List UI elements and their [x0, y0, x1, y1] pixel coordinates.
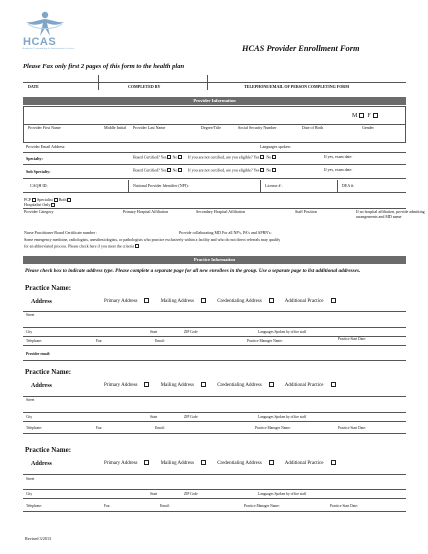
eligible-yes-checkbox[interactable]: [260, 155, 264, 159]
state-label: State: [150, 492, 158, 496]
credentialing-address-checkbox[interactable]: [269, 460, 274, 465]
address-type-options: [104, 382, 346, 389]
both-label: Both: [58, 197, 67, 202]
telephone-label: Telephone:: [26, 504, 42, 508]
specialty-label: Specialty:: [26, 156, 43, 161]
email-label: Email:: [155, 339, 165, 343]
abbreviated-criteria-checkbox[interactable]: [135, 244, 139, 248]
practice-information-bar: Practice Information: [23, 256, 406, 264]
telephone-rule: [23, 345, 406, 346]
logo-figure-icon: [22, 8, 68, 38]
ids-divider: [337, 180, 338, 192]
credentialing-address-checkbox[interactable]: [269, 382, 274, 387]
sub-specialty-exam-date-label: If yes, exam date:: [324, 167, 353, 172]
sub-eligible-no-label: No: [266, 167, 272, 173]
hospitalist-label: Hospitalist Only: [24, 202, 51, 207]
additional-practice-label: Additional Practice: [284, 299, 324, 304]
primary-address-label: Primary Address: [104, 299, 138, 304]
gender-options: [352, 113, 378, 120]
credentialing-address-checkbox[interactable]: [269, 298, 274, 303]
state-label: State: [150, 330, 158, 334]
street-rule-top: [23, 474, 406, 475]
city-rule: [23, 498, 406, 499]
provider-information-bar: Provider Information: [23, 97, 406, 105]
mailing-address-label: Mailing Address: [160, 383, 194, 388]
street-rule: [23, 327, 406, 328]
additional-practice-checkbox[interactable]: [331, 298, 336, 303]
address-label: Address: [31, 383, 52, 389]
city-label: City: [26, 330, 33, 334]
zip-label: ZIP Code: [184, 330, 198, 334]
street-rule-top: [23, 311, 406, 312]
board-certified-no-checkbox[interactable]: [178, 155, 182, 159]
city-label: City: [26, 415, 33, 419]
city-rule: [23, 421, 406, 422]
logo-text: HCAS: [23, 36, 57, 48]
caqh-id-label: CAQH ID:: [30, 183, 48, 188]
address-type-options: [104, 460, 346, 467]
eligible-yes-label: If you are not certified, are you eligible? Yes: [188, 154, 260, 160]
fax-label: Fax:: [96, 426, 103, 430]
additional-practice-checkbox[interactable]: [331, 382, 336, 387]
address-label: Address: [31, 461, 52, 467]
revision-date: Revised 3/2013: [25, 536, 52, 541]
practice-name-label: Practice Name:: [25, 368, 72, 376]
sub-specialty-eligible: [188, 168, 276, 173]
abbreviated-criteria-label: for an abbreviated process. Please check here if you meet the criteria: [24, 243, 134, 249]
mailing-address-checkbox[interactable]: [201, 382, 206, 387]
dea-label: DEA #:: [342, 183, 355, 188]
board-certified-yes-checkbox[interactable]: [167, 155, 171, 159]
practice-start-date-label: Practice Start Date:: [330, 504, 358, 508]
sub-board-certified-no-checkbox[interactable]: [178, 168, 182, 172]
primary-address-label: Primary Address: [104, 461, 138, 466]
eligible-no-label: No: [266, 154, 272, 160]
last-name-label: Provider Last Name: [133, 125, 166, 130]
provider-email-rule: [23, 360, 406, 361]
hcas-logo: [22, 8, 75, 50]
specialty-rule: [23, 164, 406, 165]
staff-position-label: Staff Position: [295, 209, 317, 214]
credentialing-address-label: Credentialing Address: [217, 383, 262, 388]
sub-specialty-board-certified: [133, 168, 182, 173]
address-label: Address: [31, 299, 52, 305]
collaborating-md-label: Provide collaborating MD For all NP's, PA's and APRN's:: [179, 230, 272, 235]
telephone-rule: [23, 511, 406, 512]
specialty-exam-date-label: If yes, exam date:: [324, 154, 353, 159]
street-label: Street: [26, 477, 35, 481]
hospitalist-checkbox[interactable]: [51, 203, 55, 207]
street-rule: [23, 412, 406, 413]
board-certified-no-label: No: [172, 154, 178, 160]
gender-m-label: M: [352, 113, 358, 119]
mailing-address-checkbox[interactable]: [201, 460, 206, 465]
specialist-checkbox[interactable]: [54, 198, 58, 202]
ssn-label: Social Security Number: [238, 125, 277, 130]
zip-label: ZIP Code: [184, 415, 198, 419]
pcp-checkbox[interactable]: [32, 198, 36, 202]
dob-label: Date of Birth: [302, 125, 324, 130]
first-name-label: Provider First Name: [28, 125, 61, 130]
credentialing-address-label: Credentialing Address: [217, 461, 262, 466]
primary-address-label: Primary Address: [104, 383, 138, 388]
ids-rule: [23, 192, 406, 193]
gender-m-checkbox[interactable]: [359, 113, 364, 118]
secondary-hospital-label: Secondary Hospital Affiliation: [196, 209, 246, 214]
sub-specialty-rule: [23, 178, 406, 179]
sub-eligible-no-checkbox[interactable]: [272, 168, 276, 172]
practice-manager-label: Practice Manager Name:: [244, 504, 280, 508]
practice-start-date-label: Practice Start Date:: [338, 337, 366, 341]
sub-board-certified-yes-label: Board Certified? Yes: [133, 167, 167, 173]
practice-manager-label: Practice Manager Name:: [247, 339, 283, 343]
mailing-address-label: Mailing Address: [160, 461, 194, 466]
primary-hospital-label: Primary Hospital Affiliation: [123, 209, 169, 214]
languages-label: Languages spoken:: [260, 144, 291, 149]
degree-label: Degree/Title: [201, 125, 222, 130]
telephone-label: Telephone:: [26, 339, 42, 343]
gender-label: Gender: [362, 125, 374, 130]
email-rule: [23, 152, 406, 153]
top-row-rule: [23, 82, 406, 83]
email-label: Email:: [160, 504, 170, 508]
languages-staff-label: Languages Spoken by office staff: [258, 492, 307, 496]
additional-practice-label: Additional Practice: [284, 383, 324, 388]
mailing-address-checkbox[interactable]: [201, 298, 206, 303]
provider-email-label: Provider email:: [26, 352, 50, 356]
np-certificate-label: Nurse Practitioner Board Certificate number :: [24, 230, 98, 235]
fax-label: Fax:: [96, 339, 103, 343]
contact-label: TELEPHONE/EMAIL OF PERSON COMPLETING FORM: [244, 84, 349, 89]
telephone-rule: [23, 433, 406, 434]
sub-eligible-yes-label: If you are not certified, are you eligible? Yes: [188, 167, 260, 173]
ids-divider: [128, 180, 129, 192]
pcp-label: PCP: [24, 197, 32, 202]
eligible-no-checkbox[interactable]: [272, 155, 276, 159]
date-label: DATE: [28, 84, 39, 89]
street-rule-top: [23, 396, 406, 397]
practice-start-date-label: Practice Start Date:: [338, 426, 366, 430]
logo-tagline: Healthcare Credentialing & Administrative Services: [22, 47, 75, 50]
sub-board-certified-no-label: No: [172, 167, 178, 173]
street-label: Street: [26, 398, 35, 402]
specialist-label: Specialist: [37, 197, 53, 202]
practice-name-label: Practice Name:: [25, 446, 72, 454]
languages-staff-label: Languages Spoken by office staff: [258, 415, 307, 419]
practice-manager-label: Practice Manager Name:: [255, 426, 291, 430]
no-affiliation-label: If no hospital affiliation, provide admitting arrangements and MD name: [356, 209, 425, 219]
street-label: Street: [26, 313, 35, 317]
npi-label: National Provider Identifier (NPI):: [133, 183, 189, 188]
practice-instructions: Please check box to indicate address type. Please complete a separate page for all new enrollees in the group. Use a separate page to list additional addresses.: [25, 268, 361, 274]
license-label: License # :: [265, 183, 283, 188]
street-rule: [23, 489, 406, 490]
email-label: Email:: [155, 426, 165, 430]
provider-category-options: [24, 197, 71, 207]
form-subtitle: Please Fax only first 2 pages of this form to the health plan: [23, 63, 185, 70]
abbreviated-note-line1: Some emergency medicine, radiologists, anesthesiologists, or pathologists who practice exclusively within a facility and who do not direct referrals may qualify: [24, 237, 281, 242]
fax-label: Fax:: [104, 504, 111, 508]
board-certified-yes-label: Board Certified? Yes: [133, 154, 167, 160]
mailing-address-label: Mailing Address: [160, 299, 194, 304]
specialty-board-certified: [133, 155, 182, 160]
gender-f-checkbox[interactable]: [373, 113, 378, 118]
credentialing-address-label: Credentialing Address: [217, 299, 262, 304]
both-checkbox[interactable]: [67, 198, 71, 202]
additional-practice-label: Additional Practice: [284, 461, 324, 466]
gender-f-label: F: [367, 113, 371, 119]
city-label: City: [26, 492, 33, 496]
languages-staff-label: Languages Spoken by office staff: [258, 330, 307, 334]
sub-board-certified-yes-checkbox[interactable]: [167, 168, 171, 172]
zip-label: ZIP Code: [184, 492, 198, 496]
telephone-label: Telephone:: [26, 426, 42, 430]
completed-by-label: COMPLETED BY: [128, 84, 161, 89]
specialty-eligible: [188, 155, 276, 160]
provider-email-label: Provider Email Address:: [26, 144, 66, 149]
primary-address-checkbox[interactable]: [144, 382, 149, 387]
state-label: State: [150, 415, 158, 419]
category-rule: [23, 208, 406, 209]
form-title: HCAS Provider Enrollment Form: [242, 44, 360, 53]
practice-name-label: Practice Name:: [25, 284, 72, 292]
primary-address-checkbox[interactable]: [144, 460, 149, 465]
abbreviated-note-line2: [24, 244, 139, 249]
top-row-divider: [98, 75, 99, 90]
ids-divider: [260, 180, 261, 192]
sub-eligible-yes-checkbox[interactable]: [260, 168, 264, 172]
sub-specialty-label: Sub Specialty:: [26, 169, 51, 174]
provider-category-label: Provider Category: [24, 209, 54, 214]
address-type-options: [104, 298, 346, 305]
additional-practice-checkbox[interactable]: [331, 460, 336, 465]
primary-address-checkbox[interactable]: [144, 298, 149, 303]
top-row-divider: [207, 75, 208, 90]
middle-initial-label: Middle Initial: [104, 125, 127, 130]
